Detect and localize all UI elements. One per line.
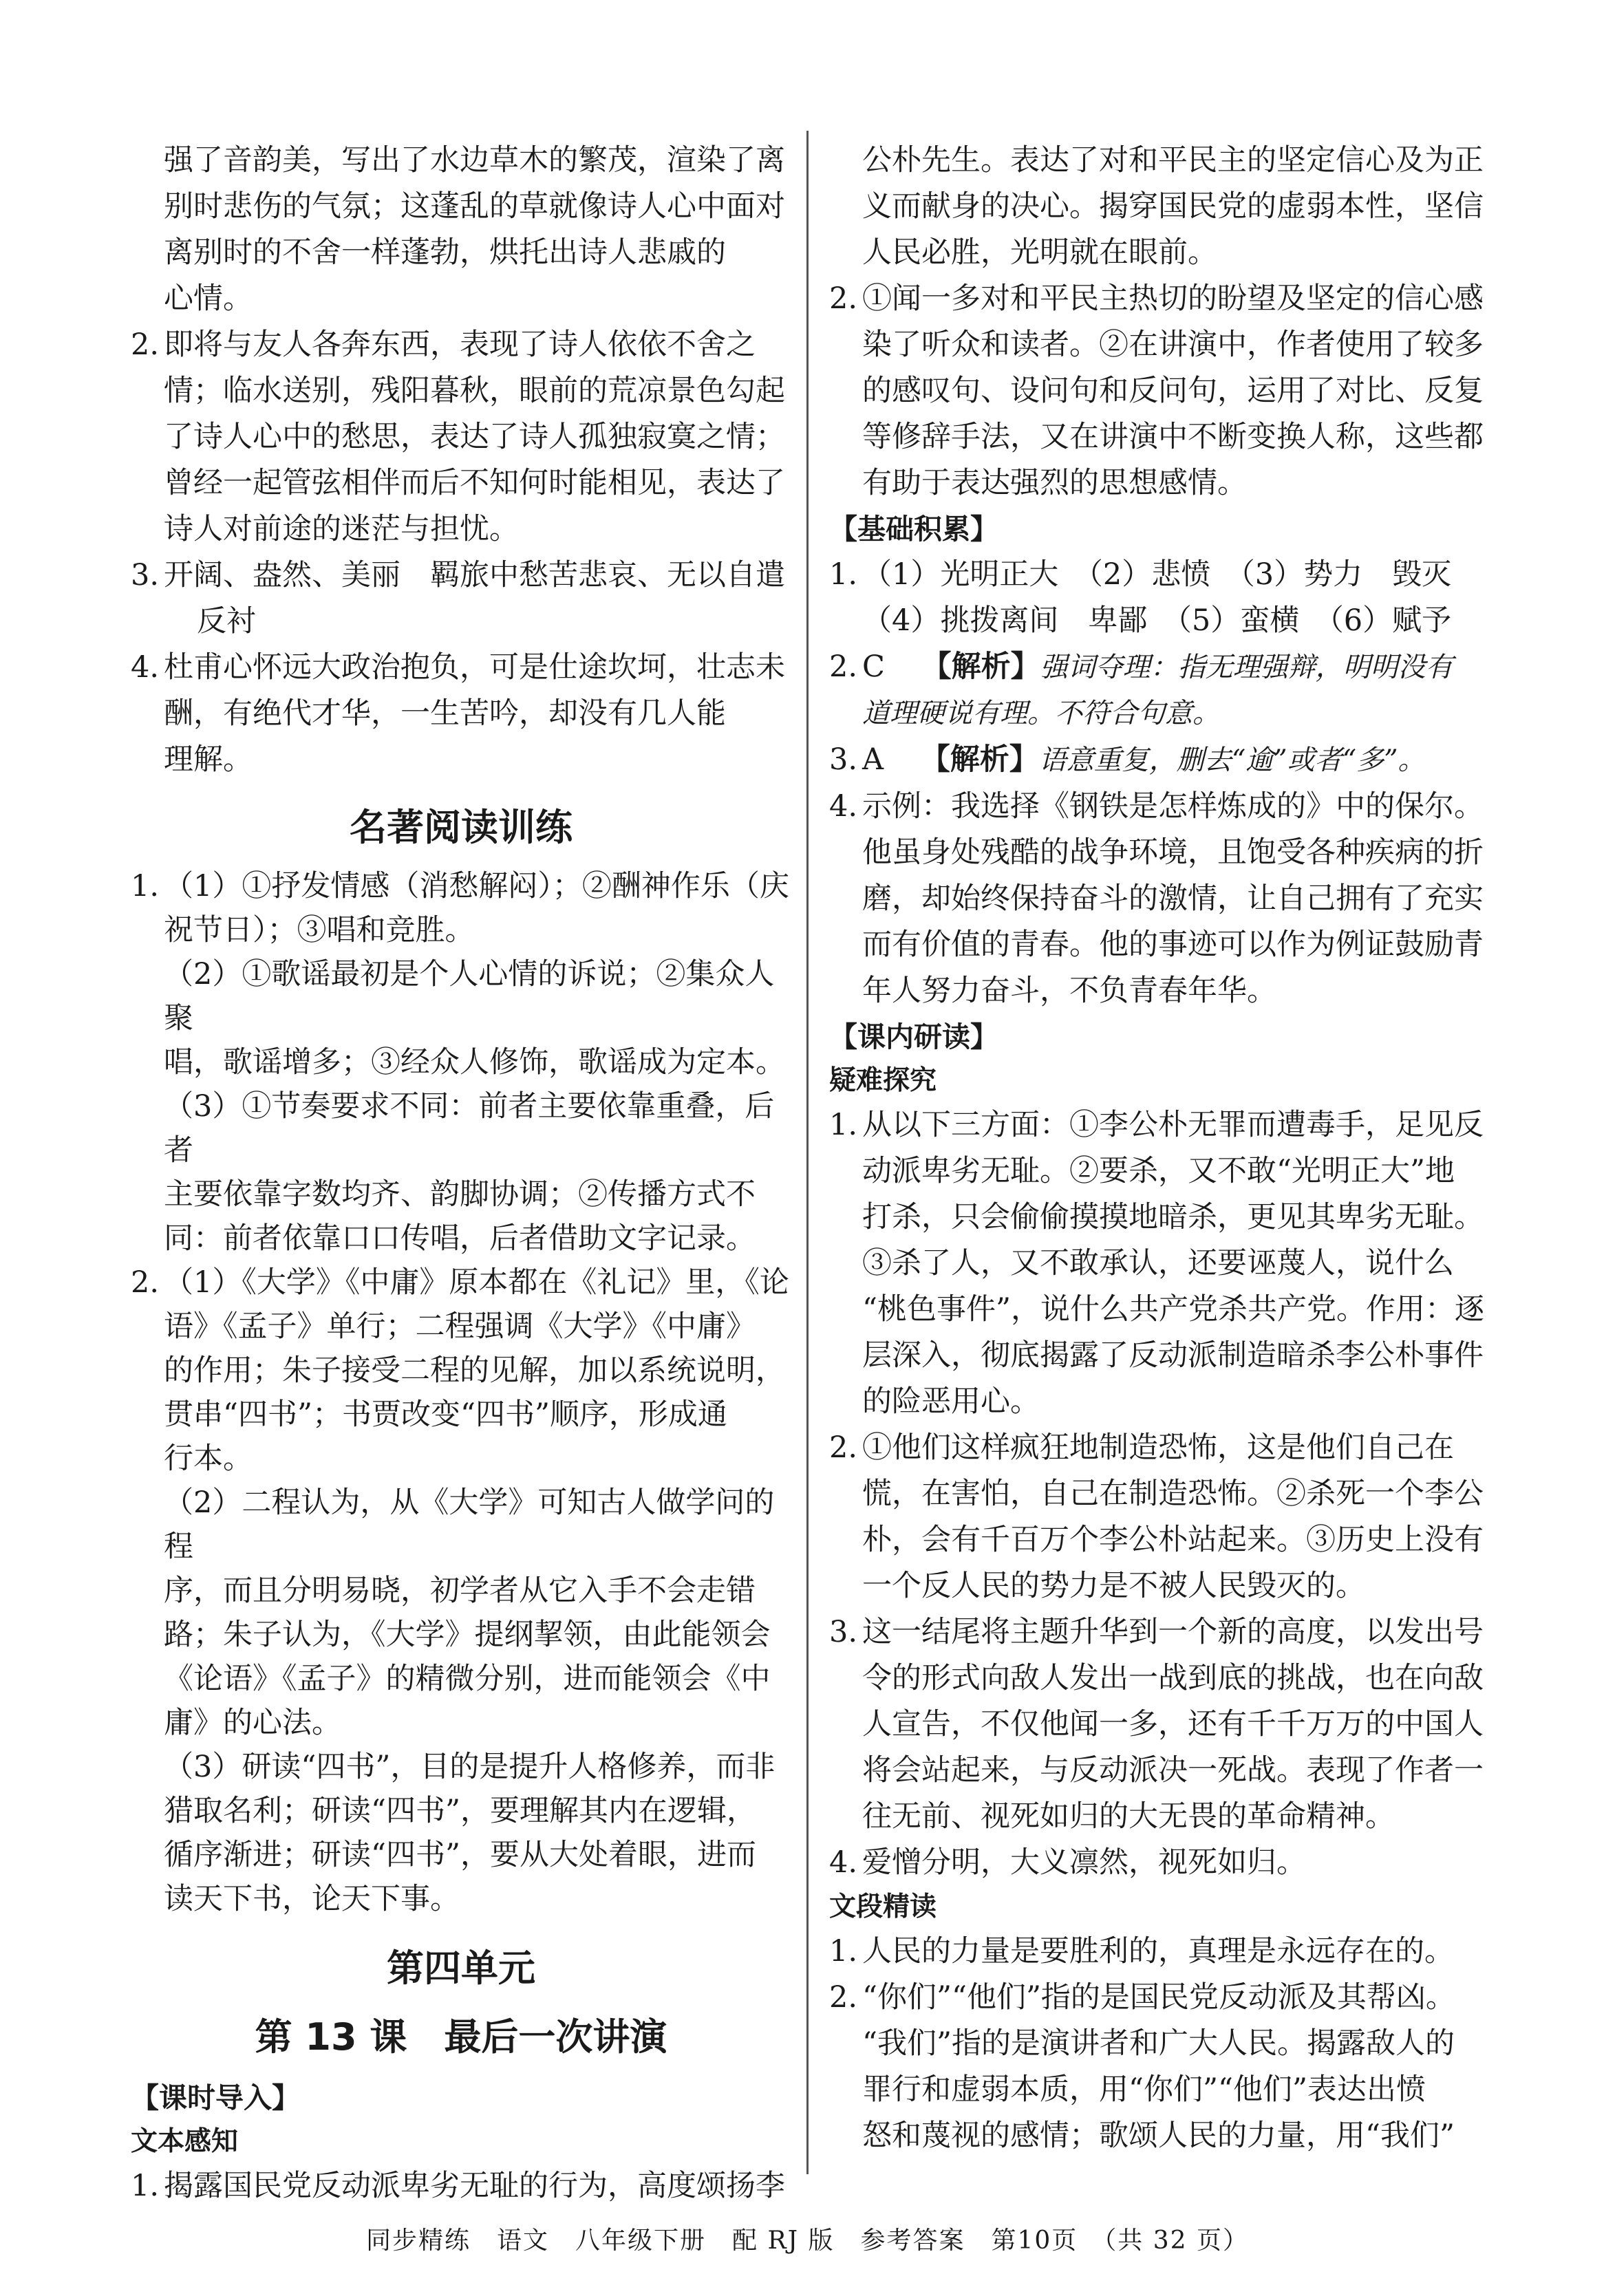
text-item-1-continuation xyxy=(829,138,1497,276)
text-line: 朴，会有千百万个李公朴站起来。③历史上没有 xyxy=(862,1523,1484,1557)
text-line: （1）光明正大 （2）悲愤 （3）势力 毁灭 xyxy=(862,557,1452,592)
text-line: “桃色事件”，说什么共产党杀共产党。作用：逐 xyxy=(862,1292,1484,1327)
text-line: 贯串“四书”；书贾改变“四书”顺序，形成通 xyxy=(164,1397,727,1432)
reading-item-1 xyxy=(829,1929,1497,1975)
text-line: ③杀了人，又不敢承认，还要诬蔑人，说什么 xyxy=(862,1246,1454,1280)
item-number: 2. xyxy=(131,328,160,362)
text-line: 公朴先生。表达了对和平民主的坚定信心及为正 xyxy=(862,143,1484,178)
text-line: 语》《孟子》单行；二程强调《大学》《中庸》 xyxy=(164,1309,756,1344)
text-line: 人宣告，不仅他闻一多，还有千千万万的中国人 xyxy=(862,1707,1484,1741)
text-line: 别时悲伤的气氛；这蓬乱的草就像诗人心中面对 xyxy=(164,189,785,224)
column-divider xyxy=(806,131,809,2174)
item-number: 2. xyxy=(131,1265,160,1300)
text-line: （4）挑拨离间 卑鄙 （5）蛮横 （6）赋予 xyxy=(862,603,1452,638)
text-line: 路；朱子认为，《大学》提纲挈领，由此能领会 xyxy=(164,1618,771,1652)
answer-letter: C xyxy=(862,650,885,684)
text-line: 庸》的心法。 xyxy=(164,1706,341,1740)
text-line: 人民必胜，光明就在眼前。 xyxy=(862,235,1217,270)
text-line: 诗人对前途的迷茫与担忧。 xyxy=(164,512,519,546)
text-line: 他虽身处残酷的战争环境，且饱受各种疾病的折 xyxy=(862,835,1484,870)
text-line: 怒和蔑视的感情；歌颂人民的力量，用“我们” xyxy=(862,2118,1455,2153)
text-line: ①他们这样疯狂地制造恐怖，这是他们自己在 xyxy=(862,1430,1454,1465)
text-line: 杜甫心怀远大政治抱负，可是仕途坎坷，壮志未 xyxy=(164,650,785,685)
subsection-heading-difficult: 疑难探究 xyxy=(829,1065,937,1096)
section-heading-in-class: 【课内研读】 xyxy=(829,1020,998,1053)
text-line: 行本。 xyxy=(164,1441,253,1476)
item-number: 1. xyxy=(131,2169,160,2203)
text-line: 动派卑劣无耻。②要杀，又不敢“光明正大”地 xyxy=(862,1154,1455,1188)
left-column xyxy=(131,138,791,2209)
text-item-1 xyxy=(131,2163,791,2209)
item-number: 2. xyxy=(829,1980,858,2015)
text-line: 唱，歌谣增多；③经众人修饰，歌谣成为定本。 xyxy=(164,1045,785,1080)
text-line: 曾经一起管弦相伴而后不知何时能相见，表达了 xyxy=(164,466,785,500)
analysis-text: 道理硬说有理。不符合句意。 xyxy=(862,698,1220,729)
text-line: 同：前者依靠口口传唱，后者借助文字记录。 xyxy=(164,1221,756,1256)
item-number: 3. xyxy=(829,742,858,777)
section-heading-intro: 【课时导入】 xyxy=(131,2081,300,2114)
text-line: 从以下三方面：①李公朴无罪而遭毒手，足见反 xyxy=(862,1108,1484,1142)
text-line: 罪行和虚弱本质，用“你们”“他们”表达出愤 xyxy=(862,2072,1426,2107)
text-line: （1）①抒发情感（消愁解闷）；②酬神作乐（庆 xyxy=(164,869,789,903)
text-line: 酬，有绝代才华，一生苦吟，却没有几人能 xyxy=(164,696,726,731)
analysis-tag: 【解析】 xyxy=(921,650,1040,684)
reading-item-2 xyxy=(829,1975,1497,2159)
text-line: （2）①歌谣最初是个人心情的诉说；②集众人聚 xyxy=(164,957,775,1036)
text-line: 即将与友人各奔东西，表现了诗人依依不舍之 xyxy=(164,328,756,362)
basic-item-3 xyxy=(829,737,1497,784)
text-line: 爱憎分明，大义凛然，视死如归。 xyxy=(862,1845,1306,1880)
text-item-2 xyxy=(829,276,1497,506)
text-line: （3）①节奏要求不同：前者主要依靠重叠，后者 xyxy=(164,1089,775,1168)
text-line: 的感叹句、设问句和反问句，运用了对比、反复 xyxy=(862,374,1484,408)
item-number: 2. xyxy=(829,1430,858,1465)
analysis-text: 强词夺理：指无理强辩，明明没有 xyxy=(1040,652,1453,683)
answer-item-4 xyxy=(131,645,791,783)
text-line: 示例：我选择《钢铁是怎样炼成的》中的保尔。 xyxy=(862,789,1484,824)
item-number: 1. xyxy=(829,1934,858,1968)
unit-title: 第四单元 xyxy=(387,1946,535,1990)
item-number: 4. xyxy=(829,1845,858,1880)
page-footer: 同步精练 语文 八年级下册 配 RJ 版 参考答案 第10页 （共 32 页） xyxy=(366,2227,1249,2255)
text-line: 将会站起来，与反动派决一死战。表现了作者一 xyxy=(862,1753,1484,1788)
text-line: 序，而且分明易晓，初学者从它入手不会走错 xyxy=(164,1574,756,1608)
text-line: 染了听众和读者。②在讲演中，作者使用了较多 xyxy=(862,328,1484,362)
text-line: 层深入，彻底揭露了反动派制造暗杀李公朴事件 xyxy=(862,1338,1484,1373)
lesson-title: 第 13 课 最后一次讲演 xyxy=(255,2015,667,2059)
text-line: 打杀，只会偷偷摸摸地暗杀，更见其卑劣无耻。 xyxy=(862,1200,1484,1234)
subsection-heading-close-reading: 文段精读 xyxy=(829,1891,937,1922)
text-line: （1）《大学》《中庸》原本都在《礼记》里，《论 xyxy=(164,1265,789,1300)
item-number: 3. xyxy=(829,1615,858,1649)
text-line: ①闻一多对和平民主热切的盼望及坚定的信心感 xyxy=(862,281,1484,316)
answer-item-2 xyxy=(131,322,791,552)
text-line: 猎取名利；研读“四书”，要理解其内在逻辑， xyxy=(164,1794,756,1828)
item-number: 4. xyxy=(829,789,858,824)
subsection-heading-text-perception: 文本感知 xyxy=(131,2126,239,2157)
text-line: （2）二程认为，从《大学》可知古人做学问的程 xyxy=(164,1485,775,1564)
text-line: 人民的力量是要胜利的，真理是永远存在的。 xyxy=(862,1934,1454,1968)
text-line: 理解。 xyxy=(164,742,253,777)
answer-letter: A xyxy=(862,742,884,777)
item-number: 3. xyxy=(131,558,160,592)
text-line: 而有价值的青春。他的事迹可以作为例证鼓励青 xyxy=(862,927,1484,962)
text-line: 读天下书，论天下事。 xyxy=(164,1882,460,1916)
text-line: 的作用；朱子接受二程的见解，加以系统说明， xyxy=(164,1353,785,1388)
item-number: 4. xyxy=(131,650,160,685)
item-number: 1. xyxy=(829,557,858,592)
difficult-item-2 xyxy=(829,1425,1497,1609)
text-line: 这一结尾将主题升华到一个新的高度，以发出号 xyxy=(862,1615,1484,1649)
poem-analysis-continuation xyxy=(131,138,791,322)
text-line: 强了音韵美，写出了水边草木的繁茂，渲染了离 xyxy=(164,143,785,178)
text-line: 的险恶用心。 xyxy=(862,1384,1040,1419)
text-line: 往无前、视死如归的大无畏的革命精神。 xyxy=(862,1799,1395,1834)
text-line: 主要依靠字数均齐、韵脚协调；②传播方式不 xyxy=(164,1177,756,1212)
basic-item-1 xyxy=(829,552,1497,644)
text-line: （3）研读“四书”，目的是提升人格修养，而非 xyxy=(164,1750,776,1784)
text-line: 了诗人心中的愁思，表达了诗人孤独寂寞之情； xyxy=(164,420,785,454)
right-column xyxy=(829,138,1497,2159)
text-line: 令的形式向敌人发出一战到底的挑战，也在向敌 xyxy=(862,1661,1484,1695)
item-number: 1. xyxy=(829,1108,858,1142)
answer-item-3 xyxy=(131,552,791,645)
text-line: 一个反人民的势力是不被人民毁灭的。 xyxy=(862,1569,1365,1603)
text-line: 情；临水送别，残阳暮秋，眼前的荒凉景色勾起 xyxy=(164,374,785,408)
classics-item-2 xyxy=(131,1260,791,1921)
text-line: 慌，在害怕，自己在制造恐怖。②杀死一个李公 xyxy=(862,1477,1484,1511)
basic-item-4 xyxy=(829,784,1497,1014)
difficult-item-1 xyxy=(829,1102,1497,1425)
analysis-text: 语意重复，删去“逾”或者“多”。 xyxy=(1038,744,1426,776)
text-line: 祝节日）；③唱和竞胜。 xyxy=(164,913,475,947)
text-line: 等修辞手法，又在讲演中不断变换人称，这些都 xyxy=(862,420,1484,454)
text-line: “我们”指的是演讲者和广大人民。揭露敌人的 xyxy=(862,2026,1455,2061)
text-line: 有助于表达强烈的思想感情。 xyxy=(862,466,1247,500)
difficult-item-3 xyxy=(829,1609,1497,1840)
classics-item-1 xyxy=(131,864,791,1260)
item-number: 1. xyxy=(131,869,160,903)
text-line: 离别时的不舍一样蓬勃，烘托出诗人悲戚的 xyxy=(164,235,726,270)
text-line: 开阔、盎然、美丽 羁旅中愁苦悲哀、无以自遣 xyxy=(164,558,785,592)
text-line: 心情。 xyxy=(164,281,253,316)
section-heading-basic: 【基础积累】 xyxy=(829,513,998,546)
analysis-tag: 【解析】 xyxy=(920,742,1039,777)
difficult-item-4 xyxy=(829,1840,1497,1886)
text-line: 年人努力奋斗，不负青春年华。 xyxy=(862,974,1276,1008)
item-number: 2. xyxy=(829,650,858,684)
text-line: 磨，却始终保持奋斗的激情，让自己拥有了充实 xyxy=(862,881,1484,916)
section-title-classics-reading: 名著阅读训练 xyxy=(350,806,573,849)
text-line: 反衬 xyxy=(197,604,256,639)
text-line: 循序渐进；研读“四书”，要从大处着眼，进而 xyxy=(164,1838,756,1872)
text-line: 义而献身的决心。揭穿国民党的虚弱本性，坚信 xyxy=(862,189,1484,224)
text-line: 《论语》《孟子》的精微分别，进而能领会《中 xyxy=(164,1662,771,1696)
text-line: “你们”“他们”指的是国民党反动派及其帮凶。 xyxy=(862,1980,1455,2015)
basic-item-2 xyxy=(829,644,1497,737)
item-number: 2. xyxy=(829,281,858,316)
text-line: 揭露国民党反动派卑劣无耻的行为，高度颂扬李 xyxy=(164,2169,785,2203)
